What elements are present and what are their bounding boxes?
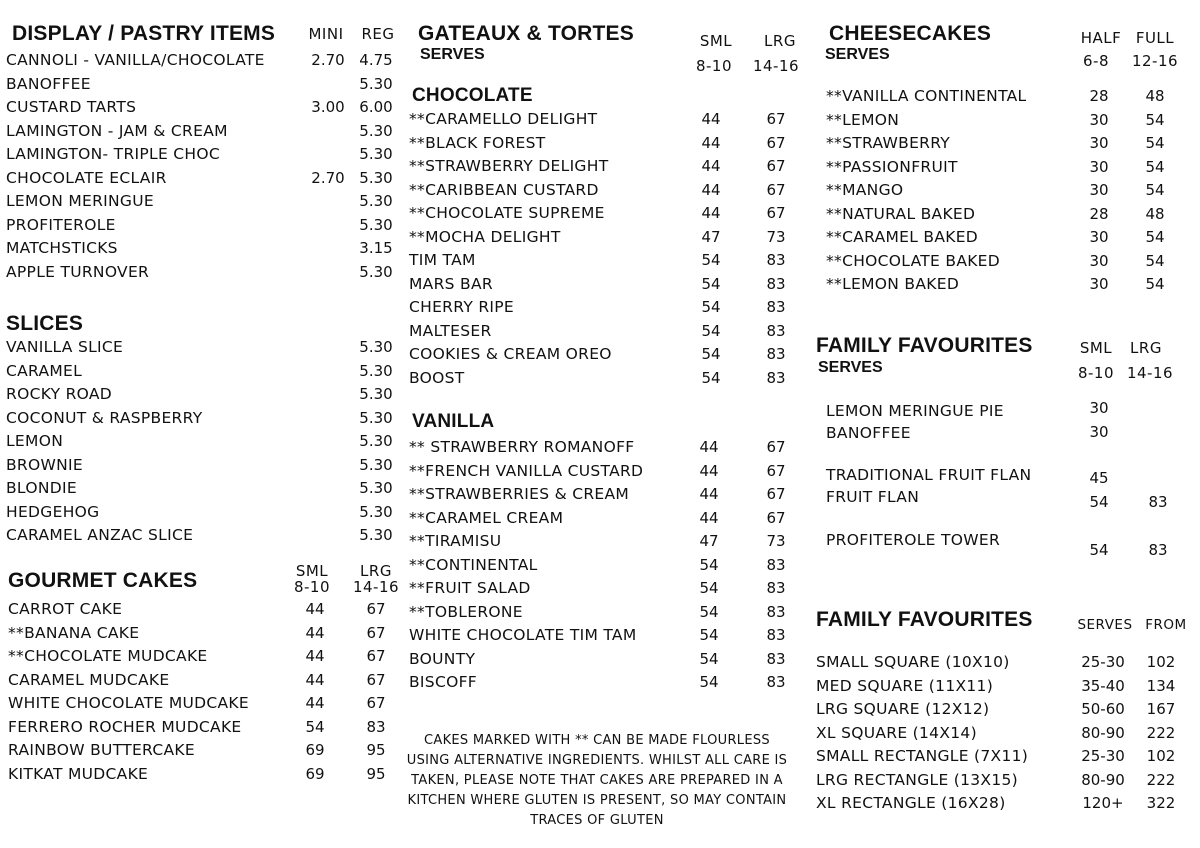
cheesecake-item-full-price: 48 xyxy=(1145,87,1165,105)
gateau-item-lrg-price: 83 xyxy=(766,555,786,574)
gateau-item-name: **TOBLERONE xyxy=(409,602,523,621)
gateau-item-sml-price: 44 xyxy=(699,485,719,503)
family-item-name: FRUIT FLAN xyxy=(826,488,920,506)
section-title-pastry: DISPLAY / PASTRY ITEMS xyxy=(12,22,276,45)
subsection-title-vanilla: VANILLA xyxy=(412,411,495,432)
family-item-sml-price: 45 xyxy=(1089,469,1109,487)
gateau-item-lrg-price: 83 xyxy=(766,298,786,316)
gourmet-item-lrg-price: 67 xyxy=(366,647,386,665)
gateau-item-sml-price: 44 xyxy=(701,157,721,175)
gourmet-item-sml-price: 44 xyxy=(305,623,325,642)
cheesecake-item-full-price: 54 xyxy=(1145,110,1165,129)
pastry-item-name: CUSTARD TARTS xyxy=(6,98,137,116)
gourmet-item-name: **CHOCOLATE MUDCAKE xyxy=(8,647,208,665)
slice-item-name: CARAMEL xyxy=(6,361,83,380)
gourmet-item-name: FERRERO ROCHER MUDCAKE xyxy=(8,717,242,736)
cheesecake-item-half-price: 28 xyxy=(1089,204,1109,223)
pastry-item-reg-price: 5.30 xyxy=(359,121,393,140)
pastry-item-name: CHOCOLATE ECLAIR xyxy=(6,168,167,187)
cheesecake-item-full-price: 54 xyxy=(1145,157,1165,176)
gateau-item-lrg-price: 83 xyxy=(766,251,786,269)
gateau-item-lrg-price: 83 xyxy=(766,579,786,597)
gateau-item-name: **TIRAMISU xyxy=(409,532,502,550)
gateau-item-sml-price: 54 xyxy=(699,579,719,597)
family-item-name: TRADITIONAL FRUIT FLAN xyxy=(826,466,1032,484)
family-item-sml-price: 54 xyxy=(1089,541,1109,559)
gateau-item-name: BISCOFF xyxy=(409,673,477,691)
gateau-item-sml-price: 44 xyxy=(699,508,719,527)
family-item-sml-price: 30 xyxy=(1089,399,1109,417)
cheesecake-item-full-price: 54 xyxy=(1145,251,1165,270)
slice-item-name: BLONDIE xyxy=(6,479,77,497)
gateau-item-name: **STRAWBERRY DELIGHT xyxy=(409,157,609,175)
gateau-item-sml-price: 44 xyxy=(701,180,721,199)
gateau-item-lrg-price: 83 xyxy=(766,345,786,363)
pastry-item-name: MATCHSTICKS xyxy=(6,239,118,257)
slice-item-price: 5.30 xyxy=(359,502,393,521)
pastry-item-reg-price: 5.30 xyxy=(359,215,393,234)
gateau-item-name: MALTESER xyxy=(409,321,492,340)
section-title-slices: SLICES xyxy=(6,312,84,335)
slice-item-name: BROWNIE xyxy=(6,455,83,474)
slice-item-price: 5.30 xyxy=(359,385,393,403)
column-header-reg: REG xyxy=(361,25,395,43)
gateau-item-sml-price: 54 xyxy=(699,555,719,574)
gateau-item-name: **FRUIT SALAD xyxy=(409,579,531,597)
sheet-cake-serves: 25-30 xyxy=(1081,653,1125,671)
column-header-lrg-serves: 14-16 xyxy=(1126,364,1174,382)
gateau-item-lrg-price: 83 xyxy=(766,649,786,668)
serves-label-family: SERVES xyxy=(818,359,883,376)
gateau-item-name: COOKIES & CREAM OREO xyxy=(409,345,612,363)
gateau-item-sml-price: 54 xyxy=(701,321,721,340)
gateau-item-name: **CARAMELLO DELIGHT xyxy=(409,110,598,128)
cheesecake-item-half-price: 30 xyxy=(1089,181,1109,199)
pastry-item-reg-price: 5.30 xyxy=(359,168,393,187)
sheet-cake-serves: 35-40 xyxy=(1081,676,1125,695)
cheesecake-item-full-price: 54 xyxy=(1145,275,1165,293)
gateau-item-sml-price: 44 xyxy=(701,110,721,128)
slice-item-price: 5.30 xyxy=(359,408,393,427)
family-item-name: PROFITEROLE TOWER xyxy=(826,531,1001,549)
pastry-item-name: PROFITEROLE xyxy=(6,215,116,234)
gateau-item-name: WHITE CHOCOLATE TIM TAM xyxy=(409,626,637,644)
slice-item-price: 5.30 xyxy=(359,432,393,450)
column-header-mini: MINI xyxy=(308,25,344,43)
column-header-from: FROM xyxy=(1145,617,1187,633)
gateau-item-sml-price: 54 xyxy=(701,251,721,269)
sheet-cake-price: 102 xyxy=(1146,747,1176,765)
sheet-cake-serves: 50-60 xyxy=(1081,700,1125,718)
gourmet-item-sml-price: 44 xyxy=(305,600,325,618)
gateau-item-lrg-price: 83 xyxy=(766,673,786,691)
gourmet-item-lrg-price: 95 xyxy=(366,741,386,759)
column-header-lrg: LRG xyxy=(360,562,392,580)
pastry-item-name: CANNOLI - VANILLA/CHOCOLATE xyxy=(6,51,265,69)
section-title-family-favourites: FAMILY FAVOURITES xyxy=(816,334,1033,357)
column-header-half: HALF xyxy=(1080,29,1122,47)
gateau-item-sml-price: 44 xyxy=(699,461,719,480)
subsection-title-chocolate: CHOCOLATE xyxy=(412,85,533,106)
cheesecake-item-full-price: 48 xyxy=(1145,204,1165,223)
gateau-item-sml-price: 54 xyxy=(701,368,721,387)
column-header-lrg: LRG xyxy=(1130,339,1162,357)
gateau-item-lrg-price: 67 xyxy=(766,438,786,456)
section-title-cheesecakes: CHEESECAKES xyxy=(829,22,992,45)
gateau-item-lrg-price: 73 xyxy=(766,532,786,550)
gateau-item-sml-price: 54 xyxy=(699,649,719,668)
sheet-cake-item-name: SMALL RECTANGLE (7X11) xyxy=(816,747,1029,765)
sheet-cake-price: 222 xyxy=(1146,723,1176,742)
column-header-sml-serves: 8-10 xyxy=(293,578,331,596)
cheesecake-item-half-price: 30 xyxy=(1089,157,1109,176)
slice-item-price: 5.30 xyxy=(359,479,393,497)
gateau-item-name: BOOST xyxy=(409,368,465,387)
slice-item-name: VANILLA SLICE xyxy=(6,338,124,356)
cheesecake-item-name: **STRAWBERRY xyxy=(826,134,951,152)
pastry-item-name: LAMINGTON- TRIPLE CHOC xyxy=(6,145,220,163)
pastry-item-name: LAMINGTON - JAM & CREAM xyxy=(6,121,228,140)
slice-item-price: 5.30 xyxy=(359,338,393,356)
column-header-sml-serves: 8-10 xyxy=(1077,364,1115,382)
gateau-item-name: MARS BAR xyxy=(409,274,493,293)
cheesecake-item-name: **CHOCOLATE BAKED xyxy=(826,251,1001,270)
gateau-item-name: **FRENCH VANILLA CUSTARD xyxy=(409,461,644,480)
gourmet-item-sml-price: 54 xyxy=(305,717,325,736)
sheet-cake-item-name: MED SQUARE (11X11) xyxy=(816,676,994,695)
gateau-item-lrg-price: 67 xyxy=(766,110,786,128)
cheesecake-item-full-price: 54 xyxy=(1145,134,1165,152)
serves-label-cheesecakes: SERVES xyxy=(825,46,890,63)
cheesecake-item-name: **VANILLA CONTINENTAL xyxy=(826,87,1027,105)
cheesecake-item-half-price: 30 xyxy=(1089,134,1109,152)
sheet-cake-price: 134 xyxy=(1146,676,1176,695)
cheesecake-item-full-price: 54 xyxy=(1145,181,1165,199)
cheesecake-item-half-price: 30 xyxy=(1089,110,1109,129)
pastry-item-reg-price: 5.30 xyxy=(359,192,393,210)
cheesecake-item-name: **NATURAL BAKED xyxy=(826,204,976,223)
gourmet-item-name: RAINBOW BUTTERCAKE xyxy=(8,741,195,759)
gateau-item-name: **CARAMEL CREAM xyxy=(409,508,564,527)
gateau-item-lrg-price: 67 xyxy=(766,485,786,503)
pastry-item-reg-price: 3.15 xyxy=(359,239,393,257)
gateau-item-name: **CARIBBEAN CUSTARD xyxy=(409,180,599,199)
pastry-item-name: APPLE TURNOVER xyxy=(6,262,150,281)
sheet-cake-serves: 80-90 xyxy=(1081,770,1125,789)
gateau-item-name: **CHOCOLATE SUPREME xyxy=(409,204,605,222)
pastry-item-mini-price: 2.70 xyxy=(311,168,345,187)
slice-item-price: 5.30 xyxy=(359,361,393,380)
gateau-item-sml-price: 54 xyxy=(699,626,719,644)
sheet-cake-price: 322 xyxy=(1146,794,1176,812)
gateau-item-sml-price: 44 xyxy=(701,133,721,152)
gateau-item-sml-price: 54 xyxy=(701,298,721,316)
gateau-item-lrg-price: 73 xyxy=(766,227,786,246)
cheesecake-item-full-price: 54 xyxy=(1145,228,1165,246)
cheesecake-item-name: **CARAMEL BAKED xyxy=(826,228,979,246)
pastry-item-reg-price: 4.75 xyxy=(359,51,393,69)
gateau-item-lrg-price: 67 xyxy=(766,180,786,199)
gourmet-item-name: KITKAT MUDCAKE xyxy=(8,764,149,783)
family-item-name: BANOFFEE xyxy=(826,424,911,442)
cheesecake-item-half-price: 30 xyxy=(1089,228,1109,246)
pastry-item-reg-price: 6.00 xyxy=(359,98,393,116)
column-header-lrg: LRG xyxy=(764,32,796,50)
gourmet-item-lrg-price: 67 xyxy=(366,670,386,689)
gourmet-item-lrg-price: 95 xyxy=(366,764,386,783)
cheesecake-item-name: **MANGO xyxy=(826,181,904,199)
sheet-cake-price: 102 xyxy=(1146,653,1176,671)
gateau-item-lrg-price: 83 xyxy=(766,274,786,293)
pastry-item-mini-price: 2.70 xyxy=(311,51,345,69)
slice-item-price: 5.30 xyxy=(359,455,393,474)
gateau-item-lrg-price: 67 xyxy=(766,204,786,222)
slice-item-name: COCONUT & RASPBERRY xyxy=(6,408,203,427)
cheesecake-item-half-price: 30 xyxy=(1089,275,1109,293)
gourmet-item-name: CARAMEL MUDCAKE xyxy=(8,670,170,689)
gourmet-item-name: CARROT CAKE xyxy=(8,600,123,618)
section-title-gateaux: GATEAUX & TORTES xyxy=(418,22,634,45)
gourmet-item-lrg-price: 67 xyxy=(366,623,386,642)
gateau-item-lrg-price: 83 xyxy=(766,602,786,621)
sheet-cake-serves: 25-30 xyxy=(1081,747,1125,765)
column-header-sml: SML xyxy=(1079,339,1113,357)
gateau-item-name: CHERRY RIPE xyxy=(409,298,514,316)
cheesecake-item-half-price: 28 xyxy=(1089,87,1109,105)
gourmet-item-lrg-price: 67 xyxy=(366,694,386,712)
slice-item-name: CARAMEL ANZAC SLICE xyxy=(6,526,194,544)
sheet-cake-item-name: XL RECTANGLE (16X28) xyxy=(816,794,1006,812)
gourmet-item-name: **BANANA CAKE xyxy=(8,623,140,642)
gateau-item-name: **BLACK FOREST xyxy=(409,133,546,152)
column-header-serves: SERVES xyxy=(1077,617,1133,633)
gateau-item-name: **CONTINENTAL xyxy=(409,555,538,574)
sheet-cake-item-name: SMALL SQUARE (10X10) xyxy=(816,653,1010,671)
gateau-item-lrg-price: 83 xyxy=(766,368,786,387)
slice-item-name: ROCKY ROAD xyxy=(6,385,113,403)
gateau-item-sml-price: 47 xyxy=(701,227,721,246)
column-header-sml: SML xyxy=(699,32,733,50)
section-title-gourmet: GOURMET CAKES xyxy=(8,569,198,592)
pastry-item-name: LEMON MERINGUE xyxy=(6,192,154,210)
gateau-item-sml-price: 54 xyxy=(699,673,719,691)
gateau-item-name: TIM TAM xyxy=(409,251,476,269)
gateau-item-sml-price: 54 xyxy=(699,602,719,621)
column-header-sml-serves: 8-10 xyxy=(695,57,733,75)
gateau-item-name: **STRAWBERRIES & CREAM xyxy=(409,485,630,503)
pastry-item-reg-price: 5.30 xyxy=(359,74,393,93)
gourmet-item-sml-price: 69 xyxy=(305,764,325,783)
gateau-item-sml-price: 44 xyxy=(699,438,719,456)
column-header-lrg-serves: 14-16 xyxy=(352,578,400,596)
family-item-name: LEMON MERINGUE PIE xyxy=(826,402,1004,420)
gateau-item-lrg-price: 67 xyxy=(766,133,786,152)
gourmet-item-sml-price: 69 xyxy=(305,741,325,759)
sheet-cake-serves: 80-90 xyxy=(1081,723,1125,742)
gateau-item-sml-price: 54 xyxy=(701,274,721,293)
gateau-item-name: ** STRAWBERRY ROMANOFF xyxy=(409,438,635,456)
family-item-sml-price: 30 xyxy=(1089,423,1109,441)
column-header-full: FULL xyxy=(1135,29,1175,47)
gateau-item-name: **MOCHA DELIGHT xyxy=(409,227,561,246)
gateau-item-sml-price: 44 xyxy=(701,204,721,222)
gluten-note: CAKES MARKED WITH ** CAN BE MADE FLOURLESS USING ALTERNATIVE INGREDIENTS. WHILST ALL CARE IS TAKEN, PLEASE NOTE THAT CAKES ARE PREPARED IN A KITCHEN WHERE GLUTEN IS PRESENT, SO MAY CONTAIN TRACES OF GLUTEN xyxy=(406,733,788,828)
column-header-sml: SML xyxy=(295,562,329,580)
gourmet-item-sml-price: 44 xyxy=(305,647,325,665)
gourmet-item-name: WHITE CHOCOLATE MUDCAKE xyxy=(8,694,249,712)
gateau-item-sml-price: 47 xyxy=(699,532,719,550)
gourmet-item-lrg-price: 67 xyxy=(366,600,386,618)
slice-item-name: LEMON xyxy=(6,432,64,450)
slice-item-name: HEDGEHOG xyxy=(6,502,100,521)
gourmet-item-sml-price: 44 xyxy=(305,694,325,712)
sheet-cake-price: 222 xyxy=(1146,770,1176,789)
pastry-item-reg-price: 5.30 xyxy=(359,145,393,163)
section-title-family-favourites-sheets: FAMILY FAVOURITES xyxy=(816,608,1033,631)
family-item-lrg-price: 83 xyxy=(1148,541,1168,559)
sheet-cake-price: 167 xyxy=(1146,700,1176,718)
slice-item-price: 5.30 xyxy=(359,526,393,544)
cheesecake-item-name: **LEMON xyxy=(826,110,900,129)
column-header-half-serves: 6-8 xyxy=(1083,52,1109,70)
column-header-full-serves: 12-16 xyxy=(1131,52,1179,70)
pastry-item-mini-price: 3.00 xyxy=(311,98,345,116)
sheet-cake-item-name: LRG SQUARE (12X12) xyxy=(816,700,990,718)
cheesecake-item-half-price: 30 xyxy=(1089,251,1109,270)
sheet-cake-item-name: LRG RECTANGLE (13X15) xyxy=(816,770,1019,789)
cheesecake-item-name: **PASSIONFRUIT xyxy=(826,157,958,176)
gateau-item-lrg-price: 67 xyxy=(766,461,786,480)
family-item-lrg-price: 83 xyxy=(1148,493,1168,511)
gateau-item-lrg-price: 67 xyxy=(766,508,786,527)
gateau-item-lrg-price: 83 xyxy=(766,321,786,340)
gateau-item-lrg-price: 83 xyxy=(766,626,786,644)
serves-label-gateaux: SERVES xyxy=(420,46,485,63)
pastry-item-name: BANOFFEE xyxy=(6,74,91,93)
gateau-item-lrg-price: 67 xyxy=(766,157,786,175)
gourmet-item-sml-price: 44 xyxy=(305,670,325,689)
column-header-lrg-serves: 14-16 xyxy=(752,57,800,75)
gateau-item-name: BOUNTY xyxy=(409,649,476,668)
gourmet-item-lrg-price: 83 xyxy=(366,717,386,736)
family-item-sml-price: 54 xyxy=(1089,493,1109,511)
sheet-cake-serves: 120+ xyxy=(1082,794,1124,812)
cheesecake-item-name: **LEMON BAKED xyxy=(826,275,960,293)
pastry-item-reg-price: 5.30 xyxy=(359,262,393,281)
sheet-cake-item-name: XL SQUARE (14X14) xyxy=(816,723,977,742)
gateau-item-sml-price: 54 xyxy=(701,345,721,363)
